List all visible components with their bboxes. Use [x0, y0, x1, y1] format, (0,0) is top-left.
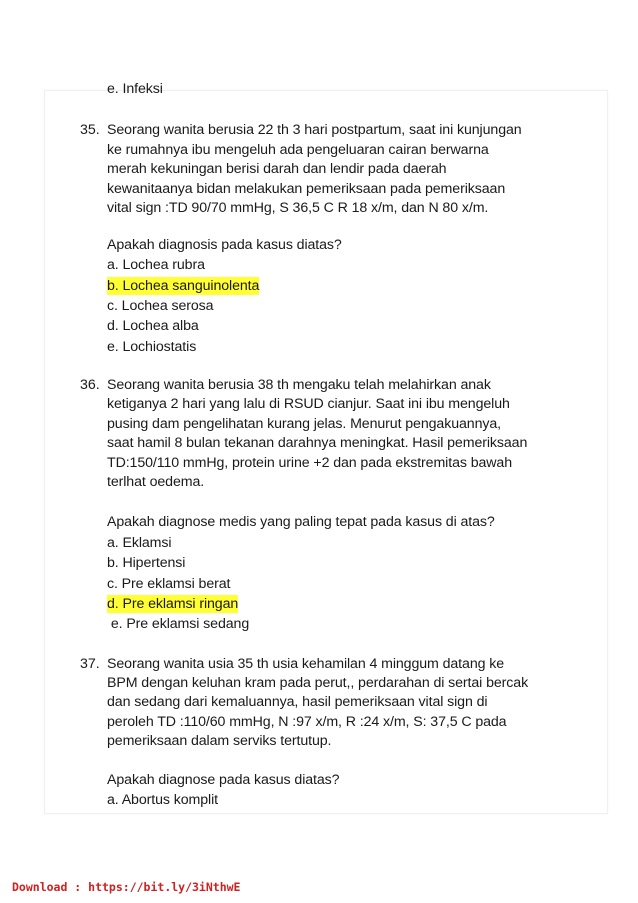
question-text-line: dan sedang dari kemaluannya, hasil pemeriksaan vital sign di [107, 694, 488, 710]
question-text-line: saat hamil 8 bulan tekanan darahnya meningkat. Hasil pemeriksaan [107, 435, 528, 451]
question-number: 36. [80, 377, 100, 393]
question-text-line: BPM dengan keluhan kram pada perut,, perdarahan di sertai bercak [107, 675, 529, 691]
answer-option-b-highlighted: b. Lochea sanguinolenta [107, 278, 260, 294]
answer-option-d-highlighted: d. Pre eklamsi ringan [107, 596, 239, 612]
answer-option-c: c. Pre eklamsi berat [107, 576, 231, 592]
download-link[interactable]: Download : https://bit.ly/3iNthwE [12, 880, 241, 894]
question-prompt: Apakah diagnosis pada kasus diatas? [107, 237, 342, 253]
question-text-line: Seorang wanita berusia 22 th 3 hari postpartum, saat ini kunjungan [107, 122, 522, 138]
question-text-line: pemeriksaan dalam serviks tertutup. [107, 733, 332, 749]
answer-option-d: d. Lochea alba [107, 318, 199, 334]
question-text-line: vital sign :TD 90/70 mmHg, S 36,5 C R 18 x/m, dan N 80 x/m. [107, 200, 489, 216]
question-number: 35. [80, 122, 100, 138]
answer-option-b: b. Hipertensi [107, 555, 186, 571]
question-text-line: peroleh TD :110/60 mmHg, N :97 x/m, R :24 x/m, S: 37,5 C pada [107, 714, 507, 730]
question-text-line: Seorang wanita usia 35 th usia kehamilan 4 minggum datang ke [107, 656, 505, 672]
question-text-line: pusing dam pengelihatan kurang jelas. Menurut pengakuannya, [107, 416, 501, 432]
answer-option-c: c. Lochea serosa [107, 298, 214, 314]
answer-option-a: a. Lochea rubra [107, 257, 205, 273]
question-number: 37. [80, 656, 100, 672]
question-text-line: ketiganya 2 hari yang lalu di RSUD cianjur. Saat ini ibu mengeluh [107, 396, 510, 412]
question-prompt: Apakah diagnose medis yang paling tepat pada kasus di atas? [107, 514, 495, 530]
question-text-line: TD:150/110 mmHg, protein urine +2 dan pada ekstremitas bawah [107, 455, 513, 471]
answer-option-e: e. Lochiostatis [107, 339, 197, 355]
answer-option-a: a. Abortus komplit [107, 792, 218, 808]
question-text-line: Seorang wanita berusia 38 th mengaku telah melahirkan anak [107, 377, 491, 393]
answer-option-a: a. Eklamsi [107, 535, 172, 551]
question-text-line: terlhat oedema. [107, 474, 205, 490]
question-prompt: Apakah diagnose pada kasus diatas? [107, 772, 340, 788]
question-text-line: ke rumahnya ibu mengeluh ada pengeluaran cairan berwarna [107, 142, 489, 158]
answer-option-e: e. Pre eklamsi sedang [107, 616, 250, 632]
question-text-line: kewanitaanya bidan melakukan pemeriksaan pada pemeriksaan [107, 181, 506, 197]
question-text-line: merah kekuningan berisi darah dan lendir pada daerah [107, 161, 447, 177]
previous-option-e: e. Infeksi [107, 81, 163, 97]
